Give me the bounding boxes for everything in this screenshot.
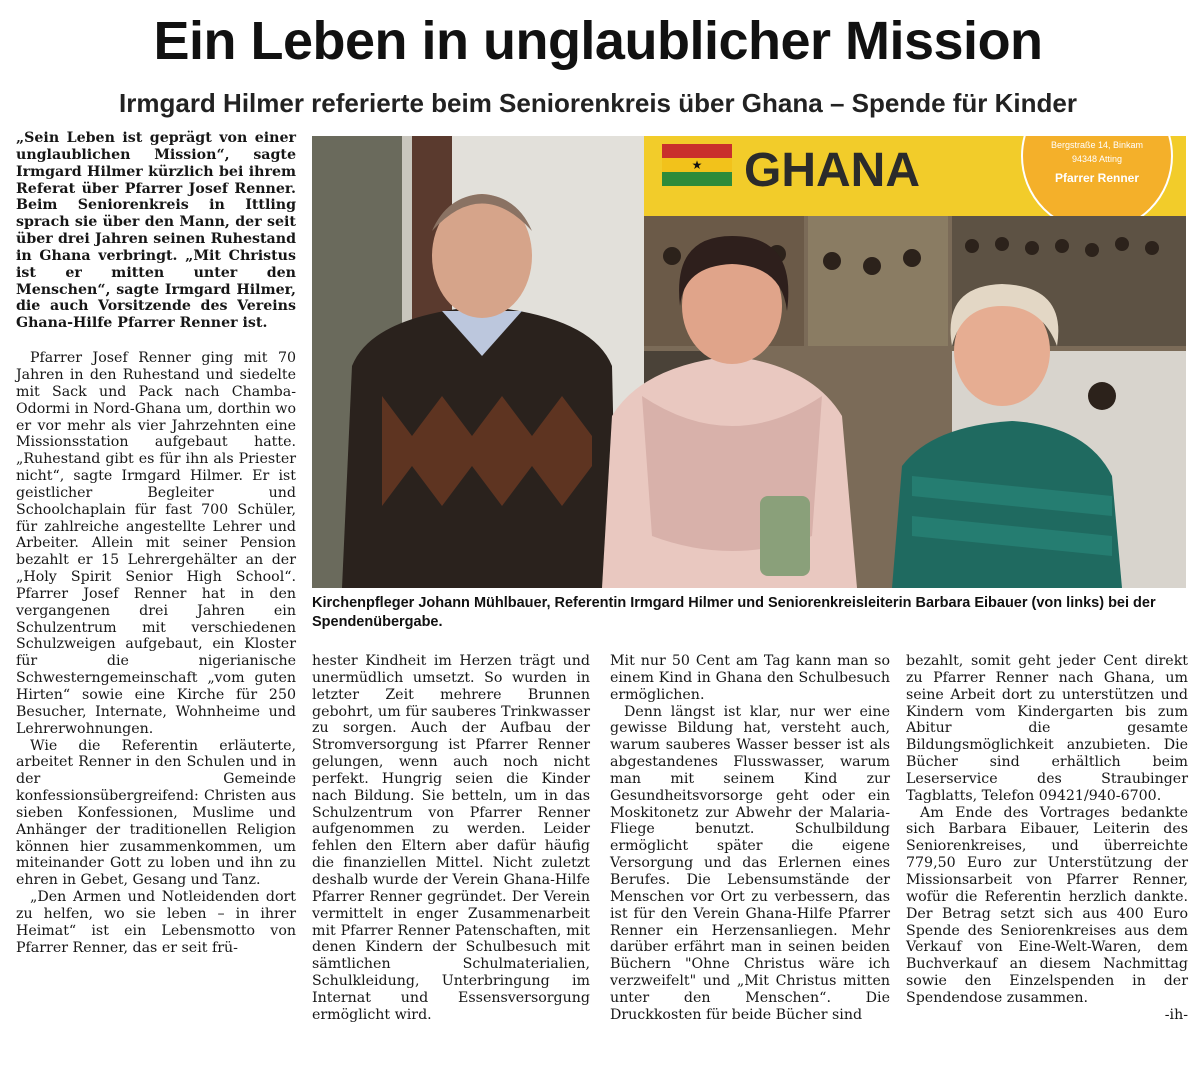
body-paragraph: hester Kindheit im Herzen trägt und unermüdlich umsetzt. So wurden in letzter Zeit mehrere Brunnen gebohrt, um für sauberes Trinkwasser zu sorgen. Auch der Aufbau der Stromversorgung ist Pfarrer Renner gelungen, wenn auch noch nicht perfekt. Hungrig seien die Kinder nach Bildung. Sie betteln, um in das Schulzentrum von Pfarrer Renner aufgenommen zu werden. Leider fehlen den Eltern aber dafür häufig die finanziellen Mittel. Nicht zuletzt deshalb wurde der Verein Ghana-Hilfe Pfarrer Renner gegründet. Der Verein vermittelt in enger Zusammenarbeit mit Pfarrer Renner Patenschaften, mit denen Kindern der Schulbesuch mit sämtlichen Schulmaterialien, Schulkleidung, Unterbringung im Internat und Essensversorgung ermöglicht wird.	[312, 653, 590, 1023]
article-column-4	[906, 653, 1188, 1024]
body-paragraph: „Den Armen und Notleidenden dort zu helfen, wo sie leben – in ihrer Heimat“ ist ein Lebensmotto von Pfarrer Renner, das er seit frü-	[16, 889, 296, 956]
article-photo	[312, 136, 1186, 588]
subheadline: Irmgard Hilmer referierte beim Seniorenkreis über Ghana – Spende für Kinder	[119, 88, 1077, 118]
sticker-line: Bergstraße 14, Binkam	[1050, 140, 1144, 150]
body-paragraph: Denn längst ist klar, nur wer eine gewisse Bildung hat, versteht auch, warum sauberes Wasser besser ist als abgestandenes Flusswasser, warum man mit seinem Kind zur Gesundheitsvorsorge geht oder ein Moskitonetz zur Abwehr der Malaria-Fliege benutzt. Schulbildung ermöglicht später die eigene Versorgung und das Erlernen eines Berufes. Die Lebensumstände der Menschen vor Ort zu verbessern, das ist für den Verein Ghana-Hilfe Pfarrer Renner ein Herzensanliegen. Mehr darüber erfährt man in seinen beiden Büchern "Ohne Christus wäre ich verzweifelt" und „Mit Christus mitten unter den Menschen“. Die Druckkosten für beide Bücher sind	[610, 703, 890, 1023]
article-column-1	[16, 130, 296, 957]
sticker-line: 94348 Atting	[1071, 154, 1123, 164]
body-paragraph: Am Ende des Vortrages bedankte sich Barbara Eibauer, Leiterin des Seniorenkreises, und überreichte 779,50 Euro zur Unterstützung der Missionsarbeit von Pfarrer Renner, wofür die Referentin herzlich dankte. Der Betrag setzt sich aus 400 Euro Spende des Seniorenkreises aus dem Verkauf von Eine-Welt-Waren, dem Buchverkauf an diesem Nachmittag sowie den Einzelspenden in der Spendendose zusammen.	[906, 804, 1188, 1006]
author-signoff: -ih-	[1164, 1006, 1188, 1023]
lead-paragraph: „Sein Leben ist geprägt von einer unglaublichen Mission“, sagte Irmgard Hilmer kürzlich bei ihrem Referat über Pfarrer Josef Renner. Beim Seniorenkreis in Ittling sprach sie über den Mann, der seit über drei Jahren seinen Ruhestand in Ghana verbringt. „Mit Christus ist er mitten unter den Menschen“, sagte Irmgard Hilmer, die auch Vorsitzende des Vereins Ghana-Hilfe Pfarrer Renner ist.	[16, 130, 296, 332]
ghana-flag	[662, 144, 732, 158]
article-column-2	[312, 653, 590, 1024]
article-column-3	[610, 653, 890, 1024]
sticker-line: Pfarrer Renner	[1054, 171, 1140, 185]
body-paragraph: Wie die Referentin erläuterte, arbeitet Renner in den Schulen und in der Gemeinde konfessionsübergreifend: Christen aus sieben Konfessionen, Muslime und Anhänger der traditionellen Religion können hier zusammenkommen, um miteinander Gott zu loben und ihn zu ehren in Gebet, Gesang und Tanz.	[16, 737, 296, 889]
body-paragraph: Mit nur 50 Cent am Tag kann man so einem Kind in Ghana den Schulbesuch ermöglichen.	[610, 653, 890, 703]
photo-caption: Kirchenpfleger Johann Mühlbauer, Referentin Irmgard Hilmer und Seniorenkreisleiterin Barbara Eibauer (von links) bei der Spendenübergabe.	[312, 595, 1156, 630]
banner-text: GHANA	[744, 144, 920, 197]
body-paragraph: Pfarrer Josef Renner ging mit 70 Jahren in den Ruhestand und siedelte mit Sack und Pack nach Chamba-Odormi in Nord-Ghana um, dorthin wo er vor mehr als vier Jahrzehnten eine Missionsstation aufgebaut hatte. „Ruhestand gibt es für ihn als Priester nicht“, sagte Irmgard Hilmer. Er ist geistlicher Begleiter und Schoolchaplain für fast 700 Schüler, für zahlreiche angestellte Lehrer und Arbeiter. Allein mit seiner Pension bezahlt er 15 Lehrergehälter an der „Holy Spirit Senior High School“. Pfarrer Josef Renner hat in den vergangenen drei Jahren ein Schulzentrum mit verschiedenen Schulzweigen aufgebaut, ein Kloster für die nigerianische Schwesterngemeinschaft „vom guten Hirten“ sowie eine Kirche für 250 Besucher, Internate, Wohnheime und Lehrerwohnungen.	[16, 350, 296, 737]
svg-text:★: ★	[691, 158, 703, 172]
body-paragraph: bezahlt, somit geht jeder Cent direkt zu Pfarrer Renner nach Ghana, um seine Arbeit dort zu unterstützen und Kindern vom Kindergarten bis zum Abitur die gesamte Bildungsmöglichkeit anzubieten. Die Bücher sind erhältlich beim Leserservice des Straubinger Tagblatts, Telefon 09421/940-6700.	[906, 653, 1188, 804]
headline: Ein Leben in unglaublicher Mission	[153, 11, 1043, 71]
donation-box	[760, 496, 810, 576]
photo-illustration	[312, 136, 1186, 588]
